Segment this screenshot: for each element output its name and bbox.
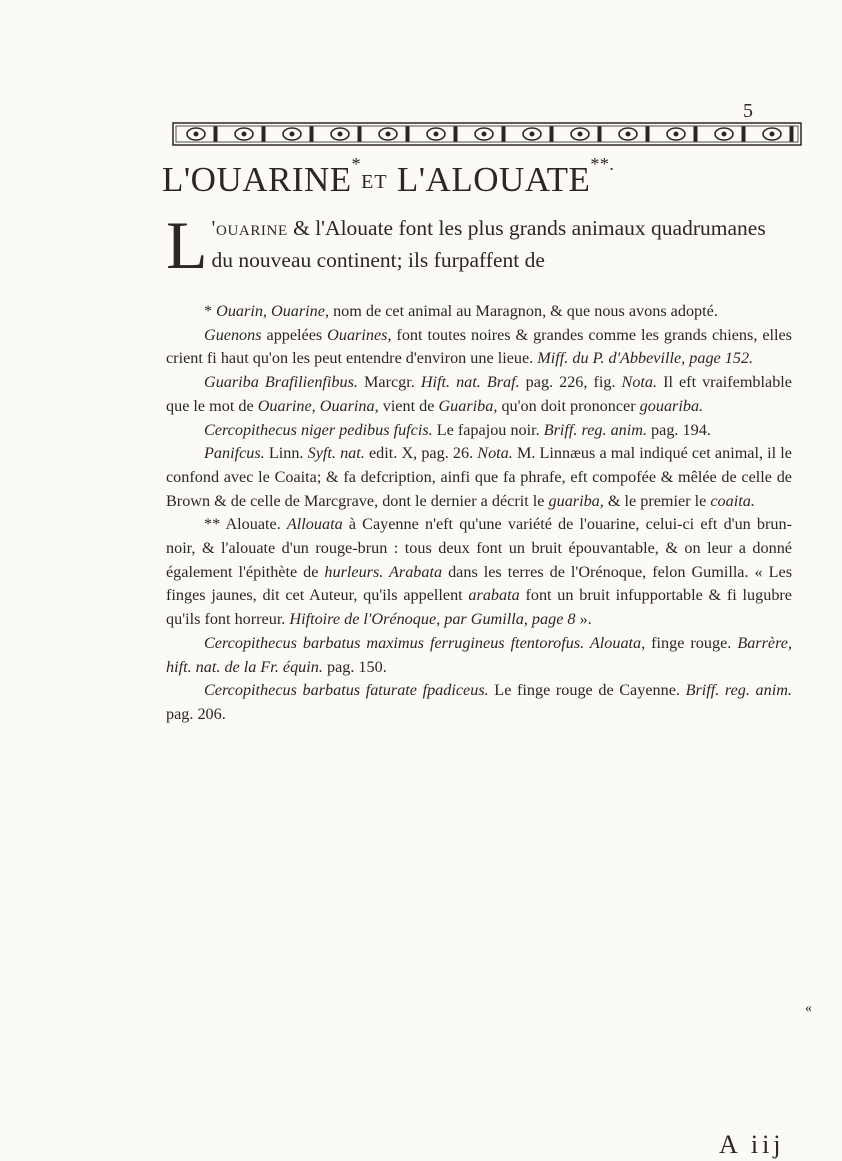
footnote-paragraph <box>166 371 792 418</box>
footnote-italic-text: Guariba, <box>438 396 498 415</box>
footnote-italic-text: Ouarines <box>327 325 388 344</box>
footnote-text: qu'on doit prononcer <box>497 396 640 415</box>
footnote-italic-text: Cercopithecus niger pedibus fufcis. <box>204 420 433 439</box>
footnote-italic-text: hurleurs. Arabata <box>324 562 443 581</box>
intro-smallcaps: 'ouarine <box>211 216 288 240</box>
footnote-text: Le finge rouge de Cayenne. <box>488 681 686 700</box>
footnote-italic-text: Ouarine, Ouarina, <box>257 396 379 415</box>
footnote-paragraph <box>166 513 792 632</box>
title-part-alouate: L'ALOUATE <box>396 160 591 199</box>
footnote-italic-text: Guariba Brafilienfibus. <box>204 373 358 392</box>
footnote-text: à Cayenne n'eft qu'une variété de l'ouarine, celui-ci eft d'un brun-noir, & l'alouate d'un rouge-brun : tous deux font un bruit épouvantable, & on leur a donné également l'épithète de <box>166 515 792 581</box>
footnote-text: * <box>204 302 217 320</box>
footnote-text: , font toutes noires & grandes comme les grands chiens, elles crient fi haut qu'on les peut entendre d'environ une lieue. <box>166 325 792 368</box>
footnote-italic-text: Ouarin, Ouarine <box>216 302 325 320</box>
footnote-text: pag. 206. <box>166 704 226 723</box>
footnote-italic-text: Briff. reg. anim. <box>543 420 647 439</box>
footnote-text: appelées <box>261 325 328 344</box>
footnote-text: font un bruit infupportable & fi lugubre qu'ils font horreur. <box>166 586 792 629</box>
intro-text: & l'Alouate font les plus grands animaux quadrumanes du nouveau continent; ils furpaffent de <box>211 216 766 272</box>
footnote-text: dans les terres de l'Orénoque, felon Gumilla. « Les finges jaunes, dit cet Auteur, qu'ils appellent <box>166 562 792 605</box>
footnote-text: Le fapajou noir. <box>432 420 544 439</box>
footnote-italic-text: Syft. nat. <box>307 444 365 463</box>
footnote-text: edit. X, pag. 26. <box>364 444 478 463</box>
chapter-title <box>162 154 842 200</box>
footnote-text: , nom de cet animal au Maragnon, & que nous avons adopté. <box>324 302 718 320</box>
drop-cap: L <box>166 207 208 283</box>
footnote-text: Il eft vraifemblable que le mot de <box>166 373 792 415</box>
footnote-text: pag. 194. <box>647 420 711 439</box>
footnote-text: ** Alouate. <box>204 515 287 534</box>
footnote-italic-text: Hiftoire de l'Orénoque, par Gumilla, page 8 <box>289 610 576 629</box>
footnote-italic-text: Cercopithecus barbatus faturate fpadiceus. <box>204 681 489 700</box>
intro-paragraph <box>166 207 786 283</box>
footnote-paragraph <box>166 324 792 371</box>
footnote-italic-text: coaita. <box>710 491 755 510</box>
footnote-text: Linn. <box>264 444 308 463</box>
page-number: 5 <box>743 100 753 122</box>
footnote-paragraph <box>166 300 792 324</box>
footnote-italic-text: Hift. nat. Braf. <box>420 373 520 392</box>
title-footnote-mark-1: * <box>351 154 362 174</box>
title-footnote-mark-2: **. <box>590 154 615 174</box>
footnote-text: vient de <box>378 396 439 415</box>
footnote-text: ». <box>575 610 592 629</box>
footnote-italic-text: Nota. <box>477 444 513 463</box>
footnote-italic-text: Barrère, hift. nat. de la Fr. équin. <box>166 633 793 676</box>
footnote-italic-text: Nota. <box>621 373 658 392</box>
footnote-italic-text: Briff. reg. anim. <box>685 681 792 700</box>
title-connector: ET <box>361 171 388 193</box>
footnote-text: M. Linnæus a mal indiqué cet animal, il le confond avec le Coaita; & fa defcription, ainfi que fa phrafe, eft compofée & mêlée de celle de Brown & de celle de Marcgrave, dont le dernier a décrit le <box>166 444 792 510</box>
footnote-text: & le premier le <box>603 491 711 510</box>
footnote-italic-text: Panifcus. <box>204 444 265 463</box>
signature-mark: A iij <box>719 1130 785 1159</box>
footnote-paragraph <box>166 419 792 443</box>
title-part-ouarine: L'OUARINE <box>162 160 352 199</box>
margin-quote-mark: « <box>805 1001 812 1016</box>
footnote-paragraph <box>166 679 792 726</box>
ornamental-border <box>172 121 817 149</box>
footnote-paragraph <box>166 442 792 513</box>
footnote-text: pag. 150. <box>322 657 387 676</box>
footnote-text: Marcgr. <box>357 373 421 392</box>
footnote-paragraph <box>166 632 792 679</box>
footnote-text: pag. 226, fig. <box>519 373 622 392</box>
footnote-italic-text: Cercopithecus barbatus maximus ferrugineus ftentorofus. Alouata, <box>204 633 646 652</box>
footnote-italic-text: Miff. du P. d'Abbeville, page 152. <box>537 349 754 368</box>
footnote-text: finge rouge. <box>645 633 738 652</box>
footnote-italic-text: gouariba. <box>639 396 704 415</box>
footnotes <box>166 300 792 727</box>
footnote-italic-text: Guenons <box>204 325 262 344</box>
footnote-italic-text: guariba, <box>548 491 604 510</box>
footnote-italic-text: arabata <box>468 586 520 605</box>
footnote-italic-text: Allouata <box>286 515 343 534</box>
